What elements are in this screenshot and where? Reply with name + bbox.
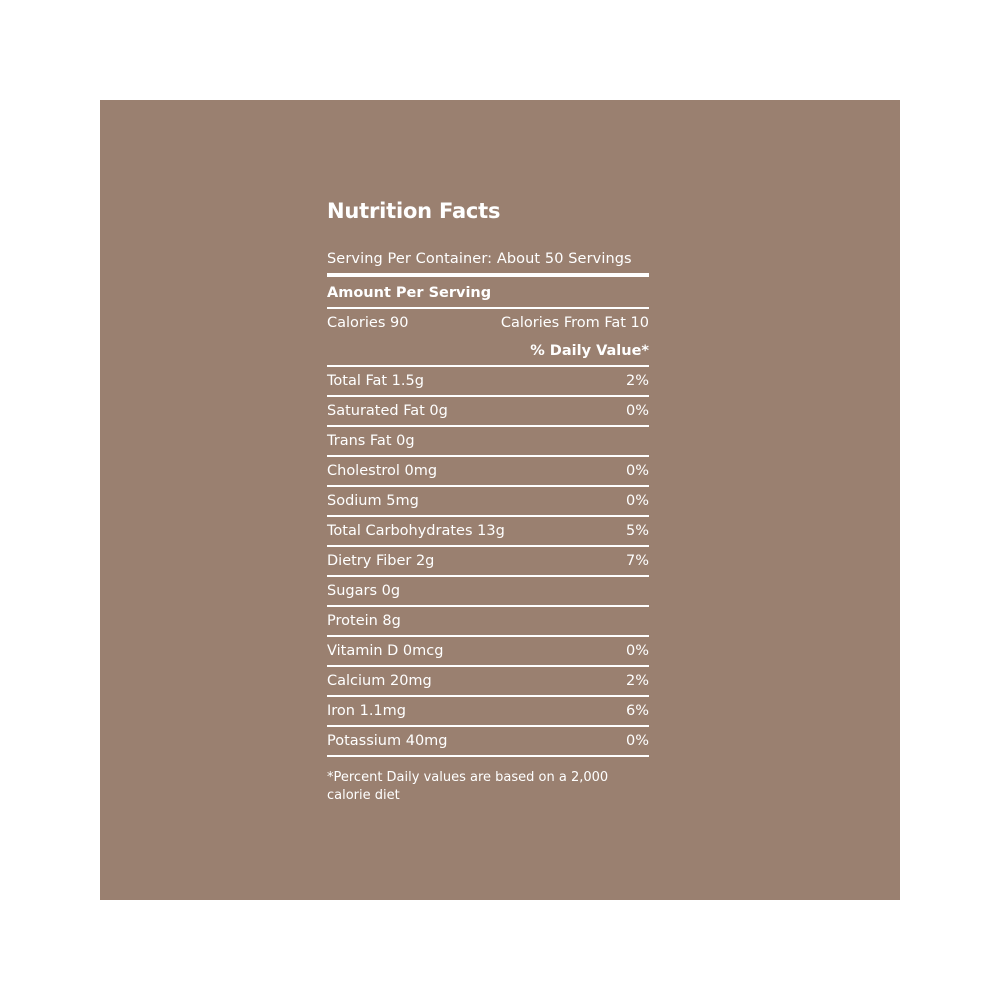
nutrient-row xyxy=(327,607,649,635)
daily-value-header: % Daily Value* xyxy=(530,343,649,359)
nutrient-daily-value: 7% xyxy=(625,553,649,569)
nutrient-daily-value: 0% xyxy=(625,493,649,509)
nutrient-daily-value: 0% xyxy=(625,733,649,749)
nutrient-name: Total Fat 1.5g xyxy=(327,373,424,389)
nutrient-row xyxy=(327,487,649,515)
calories-row xyxy=(327,309,649,337)
nutrient-name: Cholestrol 0mg xyxy=(327,463,438,479)
nutrient-daily-value: 6% xyxy=(625,703,649,719)
nutrient-name: Vitamin D 0mcg xyxy=(327,643,444,659)
label-background xyxy=(100,100,900,900)
nutrient-row xyxy=(327,697,649,725)
amount-per-serving-row xyxy=(327,277,649,307)
nutrient-name: Trans Fat 0g xyxy=(327,433,415,449)
nutrient-row xyxy=(327,727,649,755)
nutrient-name: Potassium 40mg xyxy=(327,733,448,749)
amount-per-serving-label: Amount Per Serving xyxy=(327,284,492,301)
nutrient-daily-value: 5% xyxy=(625,523,649,539)
nutrient-row xyxy=(327,427,649,455)
nutrient-row xyxy=(327,397,649,425)
calories-value: Calories 90 xyxy=(327,315,409,331)
nutrient-row xyxy=(327,667,649,695)
nutrient-name: Total Carbohydrates 13g xyxy=(327,523,505,539)
nutrient-row xyxy=(327,457,649,485)
footnote: *Percent Daily values are based on a 2,000 calorie diet xyxy=(327,770,609,803)
nutrient-name: Sugars 0g xyxy=(327,583,401,599)
daily-value-header-row xyxy=(327,337,649,365)
nutrient-daily-value: 2% xyxy=(625,373,649,389)
divider xyxy=(327,755,649,757)
nutrient-row xyxy=(327,367,649,395)
nutrient-daily-value: 0% xyxy=(625,403,649,419)
nutrient-daily-value: 0% xyxy=(625,643,649,659)
nutrient-row xyxy=(327,517,649,545)
label-title: Nutrition Facts xyxy=(327,199,501,223)
nutrient-name: Sodium 5mg xyxy=(327,493,419,509)
nutrient-name: Dietry Fiber 2g xyxy=(327,553,435,569)
nutrient-name: Protein 8g xyxy=(327,613,401,629)
nutrient-row xyxy=(327,577,649,605)
nutrient-daily-value: 0% xyxy=(625,463,649,479)
nutrient-row xyxy=(327,637,649,665)
nutrient-name: Saturated Fat 0g xyxy=(327,403,448,419)
calories-from-fat: Calories From Fat 10 xyxy=(500,315,649,331)
nutrition-facts-label xyxy=(327,198,650,805)
nutrient-daily-value: 2% xyxy=(625,673,649,689)
nutrient-row xyxy=(327,547,649,575)
nutrient-list xyxy=(327,367,650,757)
nutrient-name: Iron 1.1mg xyxy=(327,703,406,719)
serving-info: Serving Per Container: About 50 Servings xyxy=(327,251,632,267)
nutrient-name: Calcium 20mg xyxy=(327,673,432,689)
